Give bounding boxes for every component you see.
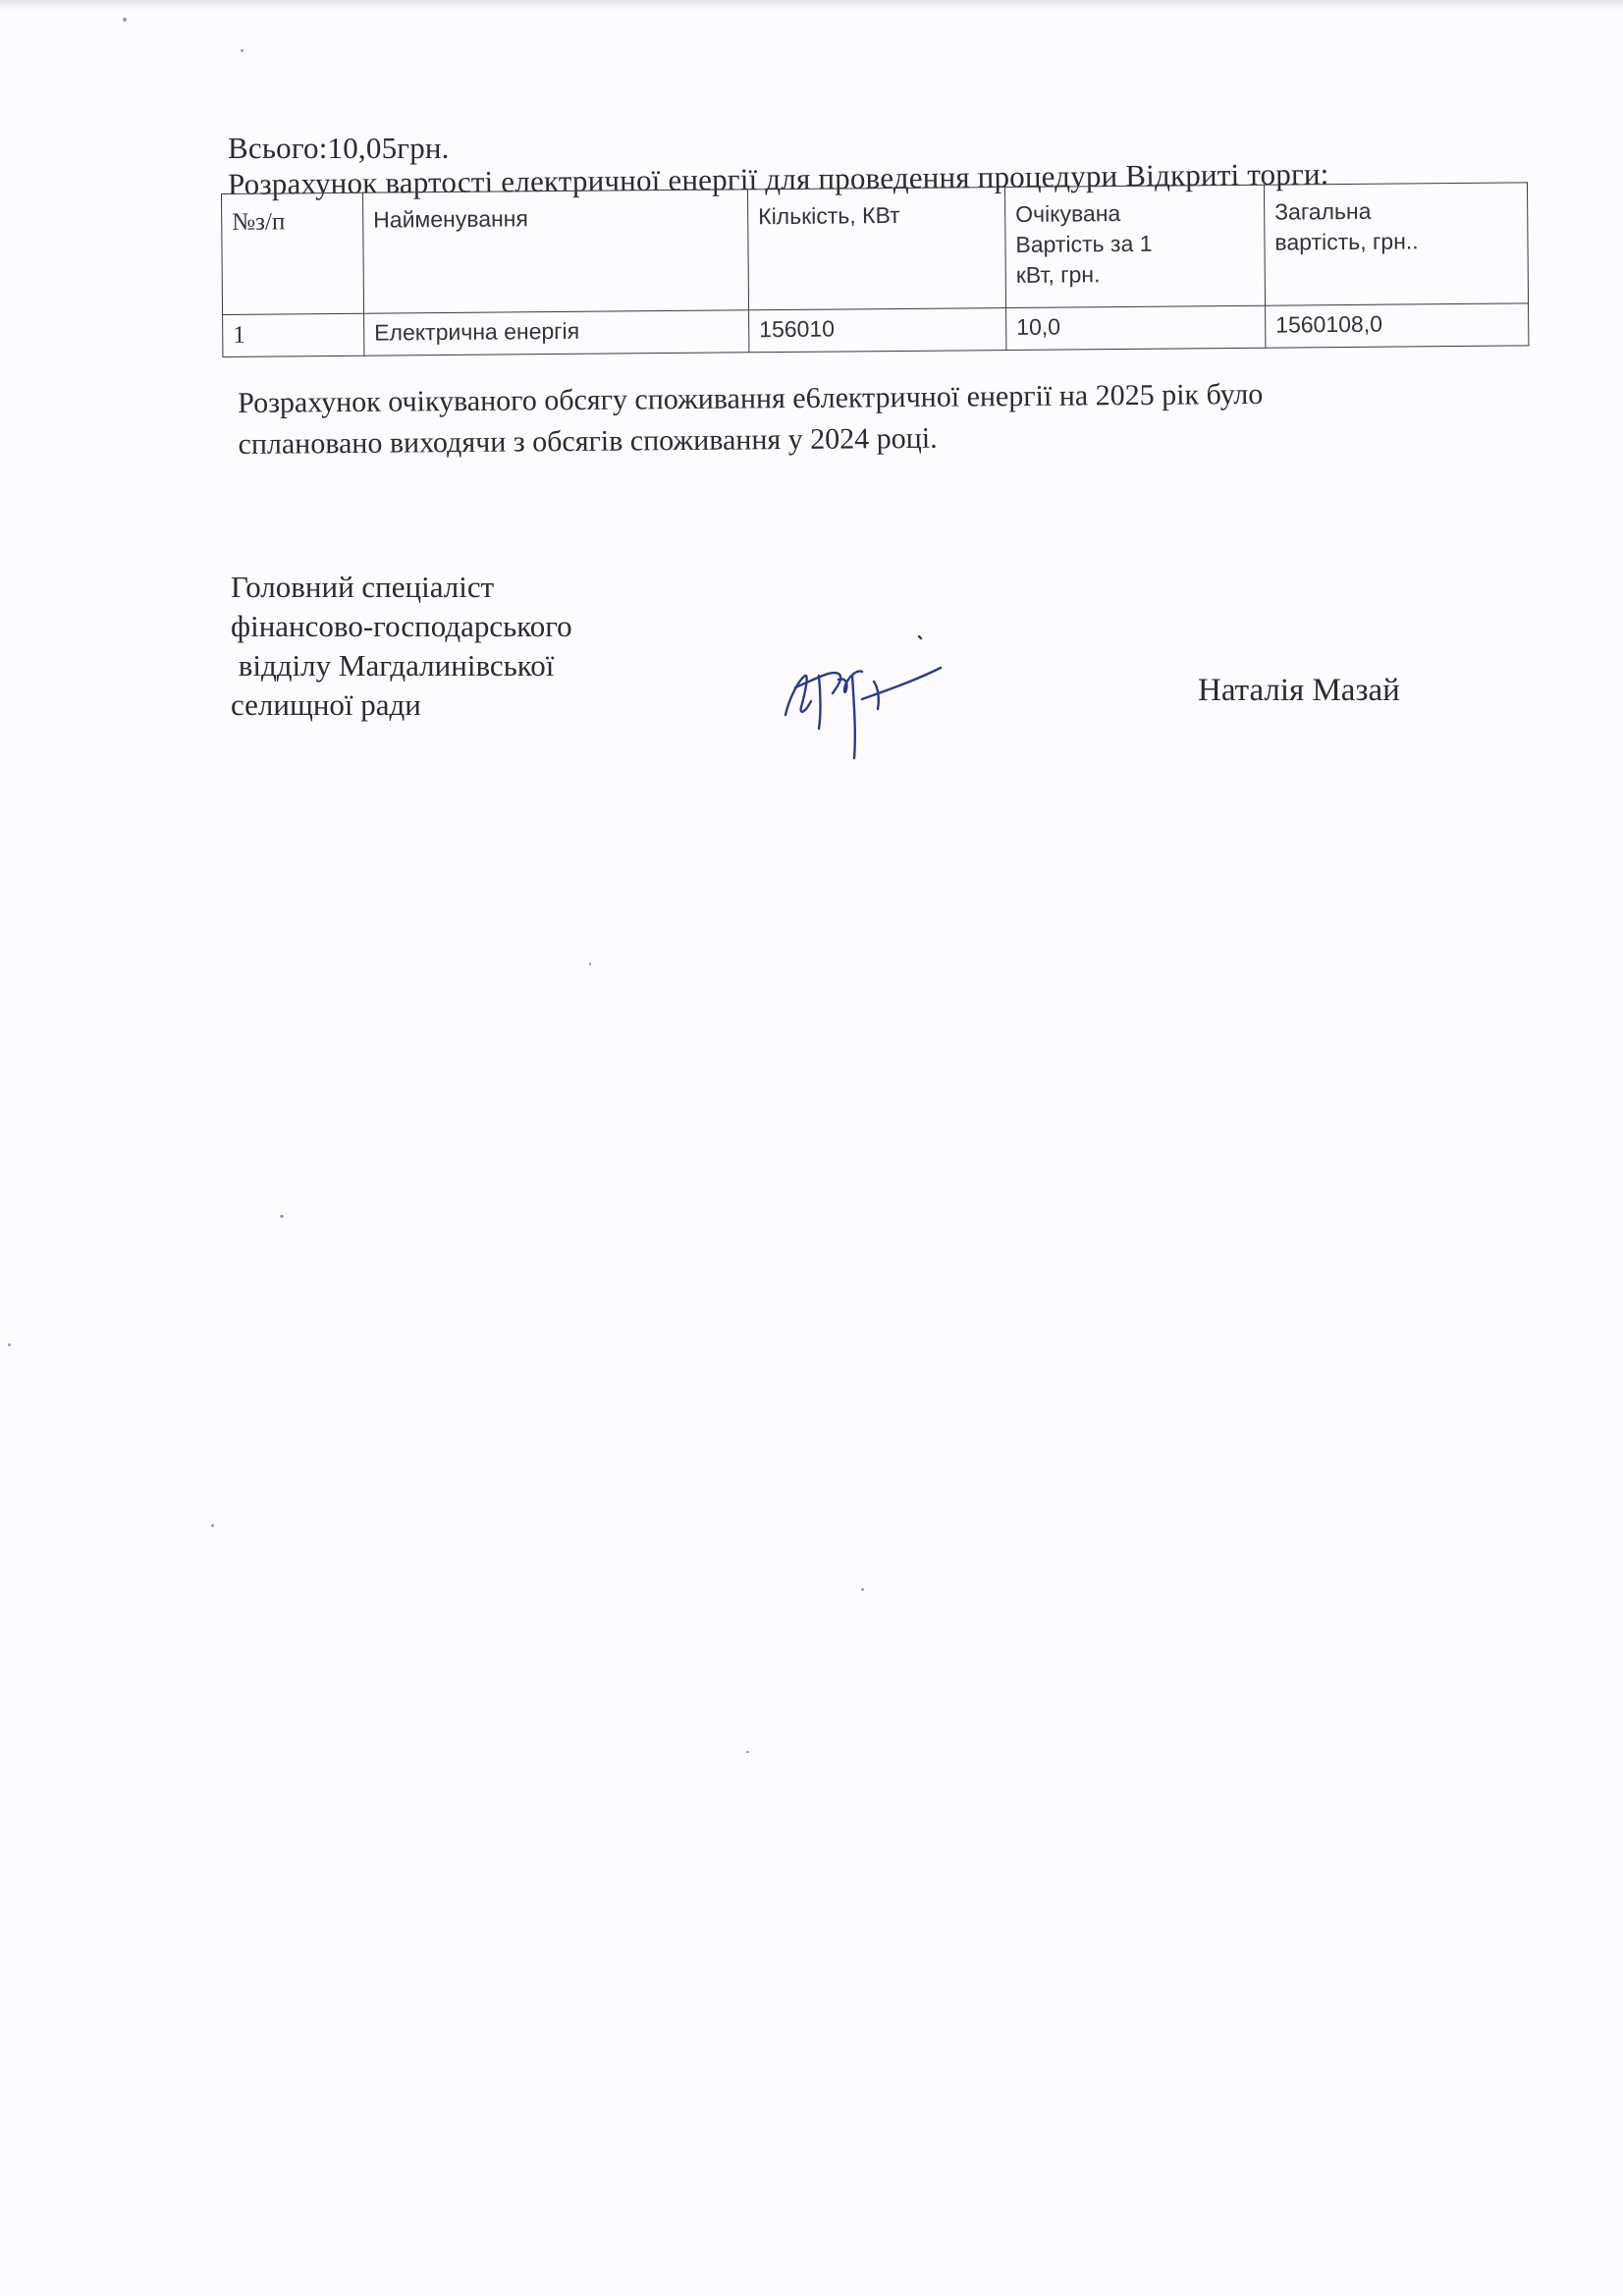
scan-speck [8, 1343, 11, 1346]
position-line-3: відділу Магдалинівської [231, 648, 555, 683]
cell-name: Електрична енергія [364, 310, 749, 355]
handwritten-signature [776, 619, 952, 766]
note-line-2: сплановано виходячи з обсягів споживання у 2024 році. [238, 421, 938, 461]
total-amount: Всього:10,05грн. [228, 131, 450, 165]
header-qty: Кількість, КВт [747, 188, 1005, 310]
header-name: Найменування [362, 190, 748, 313]
scan-speck [861, 1588, 864, 1591]
scan-speck [280, 1215, 284, 1218]
scan-speck [211, 1524, 214, 1527]
position-line-4: селищної ради [231, 687, 421, 722]
scan-speck [746, 1751, 749, 1753]
position-line-1: Головний спеціаліст [231, 570, 495, 604]
header-num: №з/п [222, 192, 364, 314]
header-unit-price: Очікувана Вартість за 1 кВт, грн. [1004, 185, 1265, 307]
note-line-1: Розрахунок очікуваного обсягу споживання е6лектричної енергії на 2025 рік було [238, 377, 1264, 419]
cell-total: 1560108,0 [1266, 303, 1529, 348]
cost-table [221, 182, 1529, 357]
table-header-row [222, 183, 1529, 315]
scan-speck [123, 18, 127, 22]
consumption-note [238, 373, 1417, 465]
cell-unit-price: 10,0 [1006, 305, 1266, 350]
scan-speck [589, 962, 591, 965]
cost-table-wrapper [221, 182, 1528, 357]
scan-speck [241, 49, 243, 52]
signer-name: Наталія Мазай [1198, 673, 1400, 708]
position-line-2: фінансово-господарського [231, 609, 572, 643]
signatory-position [231, 568, 572, 725]
calculation-title: Розрахунок вартості електричної енергії для проведення процедури Відкриті торги: [227, 156, 1329, 201]
cell-num: 1 [223, 313, 364, 356]
scan-edge [0, 0, 1623, 10]
header-total: Загальна вартість, грн.. [1264, 183, 1528, 305]
cell-qty: 156010 [749, 308, 1006, 353]
